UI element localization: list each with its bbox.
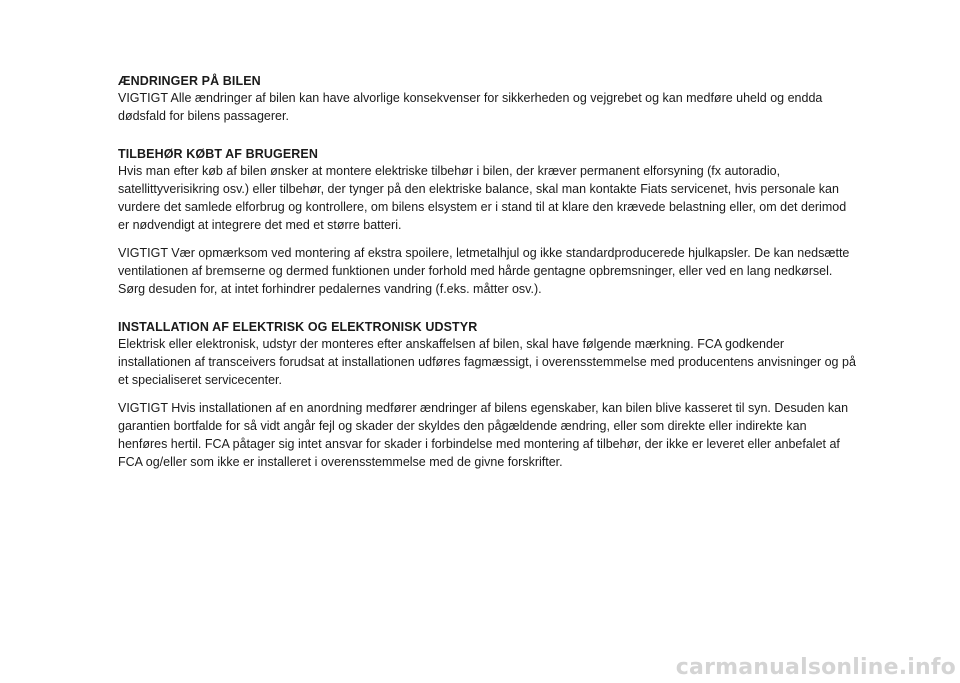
section-accessories [118, 146, 858, 298]
section-paragraph: VIGTIGT Alle ændringer af bilen kan have alvorlige konsekvenser for sikkerheden og vejgrebet og kan medføre uheld og endda dødsfald for bilens passagerer. [118, 91, 823, 123]
section-paragraph: VIGTIGT Hvis installationen af en anordning medfører ændringer af bilens egenskaber, kan bilen blive kasseret til syn. Desuden kan garantien bortfalde for så vidt angår fejl og skader der skyldes den pågældende ændring, eller som direkte eller indirekte kan henføres hertil. FCA påtager sig intet ansvar for skader i forbindelse med montering af tilbehør, der ikke er leveret eller anbefalet af FCA og/eller som ikke er installeret i overensstemmelse med de givne forskrifter. [118, 401, 849, 469]
section-heading: INSTALLATION AF ELEKTRISK OG ELEKTRONISK UDSTYR [118, 320, 478, 334]
section-paragraph: Elektrisk eller elektronisk, udstyr der monteres efter anskaffelsen af bilen, skal have følgende mærkning. FCA godkender installationen af transceivers forudsat at installationen udføres fagmæssigt, i overensstemmelse med producentens anvisninger og på et specialiseret servicecenter. [118, 337, 856, 387]
watermark: carmanualsonline.info [675, 655, 956, 680]
section-heading: ÆNDRINGER PÅ BILEN [118, 74, 261, 88]
paragraph-spacer [118, 389, 858, 399]
section-paragraph: VIGTIGT Vær opmærksom ved montering af ekstra spoilere, letmetalhjul og ikke standardproducerede hjulkapsler. De kan nedsætte ventilationen af bremserne og dermed funktionen under forhold med hårde gentagne opbremsninger, eller ved en lang nedkørsel. Sørg desuden for, at intet forhindrer pedalernes vandring (f.eks. måtter osv.). [118, 246, 850, 296]
section-electrical-installation [118, 319, 858, 471]
paragraph-spacer [118, 234, 858, 244]
section-heading: TILBEHØR KØBT AF BRUGEREN [118, 147, 318, 161]
section-modifications [118, 73, 858, 125]
section-paragraph: Hvis man efter køb af bilen ønsker at montere elektriske tilbehør i bilen, der kræver permanent elforsyning (fx autoradio, satellittyverisikring osv.) eller tilbehør, der tynger på den elektriske balance, skal man kontakte Fiats servicenet, hvis personale kan vurdere det samlede elforbrug og kontrollere, om bilens elsystem er i stand til at klare den krævede belastning eller, om det derimod er nødvendigt at integrere det med et større batteri. [118, 164, 847, 232]
document-page [118, 73, 858, 492]
